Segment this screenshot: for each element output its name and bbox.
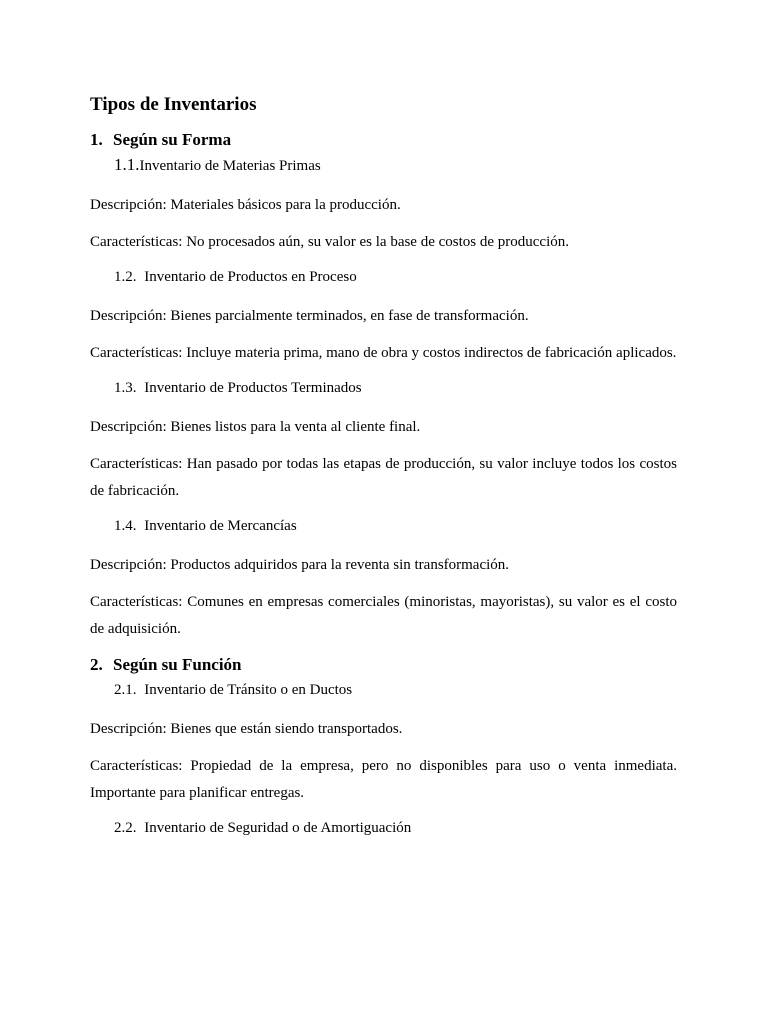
subsection-heading bbox=[114, 377, 677, 399]
subsection-heading bbox=[114, 266, 677, 288]
subsection-number: 2.2. bbox=[114, 820, 137, 836]
subsection-title: Inventario de Productos en Proceso bbox=[144, 269, 357, 285]
characteristics-paragraph: Características: No procesados aún, su valor es la base de costos de producción. bbox=[90, 234, 570, 250]
characteristics-paragraph: Características: Propiedad de la empresa, pero no disponibles para uso o venta inmediata. Importante para planificar entregas. bbox=[90, 758, 677, 801]
section-segun-su-forma bbox=[90, 128, 677, 643]
subsection-title: Inventario de Productos Terminados bbox=[144, 380, 362, 396]
document-body bbox=[90, 92, 677, 854]
subsection-number: 1.1. bbox=[114, 155, 140, 174]
subsection-number: 1.4. bbox=[114, 518, 137, 534]
description-paragraph: Descripción: Materiales básicos para la producción. bbox=[90, 197, 401, 213]
section-segun-su-funcion bbox=[90, 653, 677, 839]
subsection-number: 1.2. bbox=[114, 269, 137, 285]
subsection-title: Inventario de Tránsito o en Ductos bbox=[144, 682, 353, 698]
subsection-heading bbox=[114, 679, 677, 701]
description-paragraph: Descripción: Bienes que están siendo transportados. bbox=[90, 721, 403, 737]
characteristics-paragraph: Características: Incluye materia prima, mano de obra y costos indirectos de fabricación aplicados. bbox=[90, 345, 677, 361]
subsection-number: 1.3. bbox=[114, 380, 137, 396]
section-title: Según su Función bbox=[113, 655, 242, 674]
characteristics-paragraph: Características: Comunes en empresas comerciales (minoristas, mayoristas), su valor es el costo de adquisición. bbox=[90, 594, 677, 637]
subsection-heading bbox=[114, 817, 677, 839]
section-heading bbox=[90, 653, 677, 677]
characteristics-paragraph: Características: Han pasado por todas las etapas de producción, su valor incluye todos los costos de fabricación. bbox=[90, 456, 677, 499]
section-number: 1. bbox=[90, 130, 103, 149]
subsection-title: Inventario de Materias Primas bbox=[139, 158, 321, 174]
subsection-heading bbox=[114, 515, 677, 537]
section-number: 2. bbox=[90, 655, 103, 674]
section-title: Según su Forma bbox=[113, 130, 232, 149]
description-paragraph: Descripción: Productos adquiridos para la reventa sin transformación. bbox=[90, 557, 510, 573]
subsection-number: 2.1. bbox=[114, 682, 137, 698]
subsection-title: Inventario de Mercancías bbox=[144, 518, 297, 534]
section-heading bbox=[90, 128, 677, 152]
description-paragraph: Descripción: Bienes listos para la venta al cliente final. bbox=[90, 419, 421, 435]
document-title: Tipos de Inventarios bbox=[90, 94, 257, 115]
description-paragraph: Descripción: Bienes parcialmente terminados, en fase de transformación. bbox=[90, 308, 529, 324]
subsection-heading bbox=[114, 154, 677, 177]
subsection-title: Inventario de Seguridad o de Amortiguación bbox=[144, 820, 412, 836]
